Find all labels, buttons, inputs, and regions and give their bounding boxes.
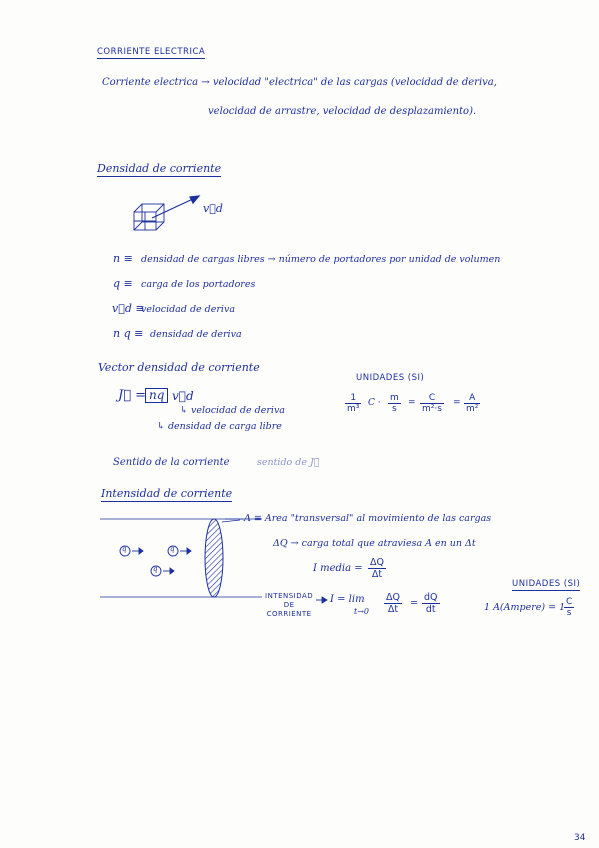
area-definition: A ≡ Area "transversal" al movimiento de las cargas	[244, 513, 492, 524]
ampere-frac: $\frac{C}{s}$	[566, 597, 573, 618]
ampere-definition: 1 A(Ampere) = 1	[484, 602, 566, 613]
intensidad-arrow	[316, 597, 327, 603]
intensidad-frac-2: $\frac{dQ}{dt}$	[424, 592, 438, 615]
def-nq-text: densidad de deriva	[150, 329, 242, 340]
charge-label-3: q	[153, 565, 158, 573]
vd-label: v⃗d	[203, 202, 223, 215]
j-formula-lhs: J⃗ =	[118, 388, 147, 403]
unit-eq-1: =	[408, 398, 416, 408]
unit-c: C ·	[368, 398, 381, 408]
intensidad-label: INTENSIDAD DE CORRIENTE	[265, 592, 314, 618]
section-title-vector-densidad: Vector densidad de corriente	[98, 361, 260, 374]
def-vd-text: velocidad de deriva	[141, 304, 235, 315]
intensidad-lim-sub: t→0	[354, 607, 370, 616]
corriente-text-line2: velocidad de arrastre, velocidad de desplazamiento).	[208, 106, 477, 117]
intensidad-frac-1: $\frac{\Delta Q}{\Delta t}$	[386, 592, 400, 615]
corriente-text-line1: Corriente electrica → velocidad "electrica" de las cargas (velocidad de deriva,	[102, 77, 497, 88]
sentido-text: Sentido de la corriente	[113, 457, 230, 468]
units-title-j: UNIDADES (SI)	[356, 373, 425, 383]
intensidad-eq-lhs: I = lim	[330, 594, 365, 605]
charge-definition: ΔQ → carga total que atraviesa A en un Δt	[273, 538, 476, 549]
def-q-text: carga de los portadores	[141, 279, 256, 290]
area-pointer-line	[222, 520, 240, 522]
j-formula-rhs: v⃗d	[172, 389, 194, 403]
imedia-frac: $\frac{\Delta Q}{\Delta t}$	[370, 557, 384, 580]
charge-label-2: q	[170, 545, 175, 553]
def-n-text: densidad de cargas libres → número de portadores por unidad de volumen	[141, 254, 501, 265]
def-vd-symbol: v⃗d ≡	[112, 302, 145, 315]
intensidad-eq-2: =	[410, 598, 419, 609]
vd-arrow	[152, 196, 199, 218]
def-nq-symbol: n q ≡	[113, 327, 144, 340]
def-n-symbol: n ≡	[113, 252, 133, 265]
unit-frac-3: $\frac{C}{\text{m²·s}}$	[422, 393, 442, 414]
unit-frac-2: $\frac{m}{s}$	[390, 393, 399, 414]
def-q-symbol: q ≡	[113, 277, 133, 290]
sentido-faint-text: sentido de J⃗	[257, 457, 320, 468]
section-title-intensidad: Intensidad de corriente	[101, 488, 232, 502]
section-title-corriente: CORRIENTE ELECTRICA	[97, 48, 205, 59]
j-note-densidad: ↳ densidad de carga libre	[157, 421, 282, 432]
imedia-lhs: I media =	[313, 563, 363, 574]
j-note-velocidad: ↳ velocidad de deriva	[180, 405, 285, 416]
volume-cube-diagram	[134, 204, 164, 230]
page-number: 34	[574, 833, 586, 843]
wire-diagram	[100, 519, 262, 597]
units-title-i: UNIDADES (SI)	[512, 580, 580, 591]
j-formula-box: nq	[145, 388, 168, 403]
charge-label-1: q	[122, 545, 127, 553]
unit-frac-4: $\frac{A}{\text{m²}}$	[466, 393, 479, 414]
section-title-densidad: Densidad de corriente	[97, 163, 221, 177]
unit-frac-1: $\frac{1}{\text{m³}}$	[347, 393, 360, 414]
cross-section-area	[205, 519, 223, 597]
unit-eq-2: =	[453, 398, 461, 408]
